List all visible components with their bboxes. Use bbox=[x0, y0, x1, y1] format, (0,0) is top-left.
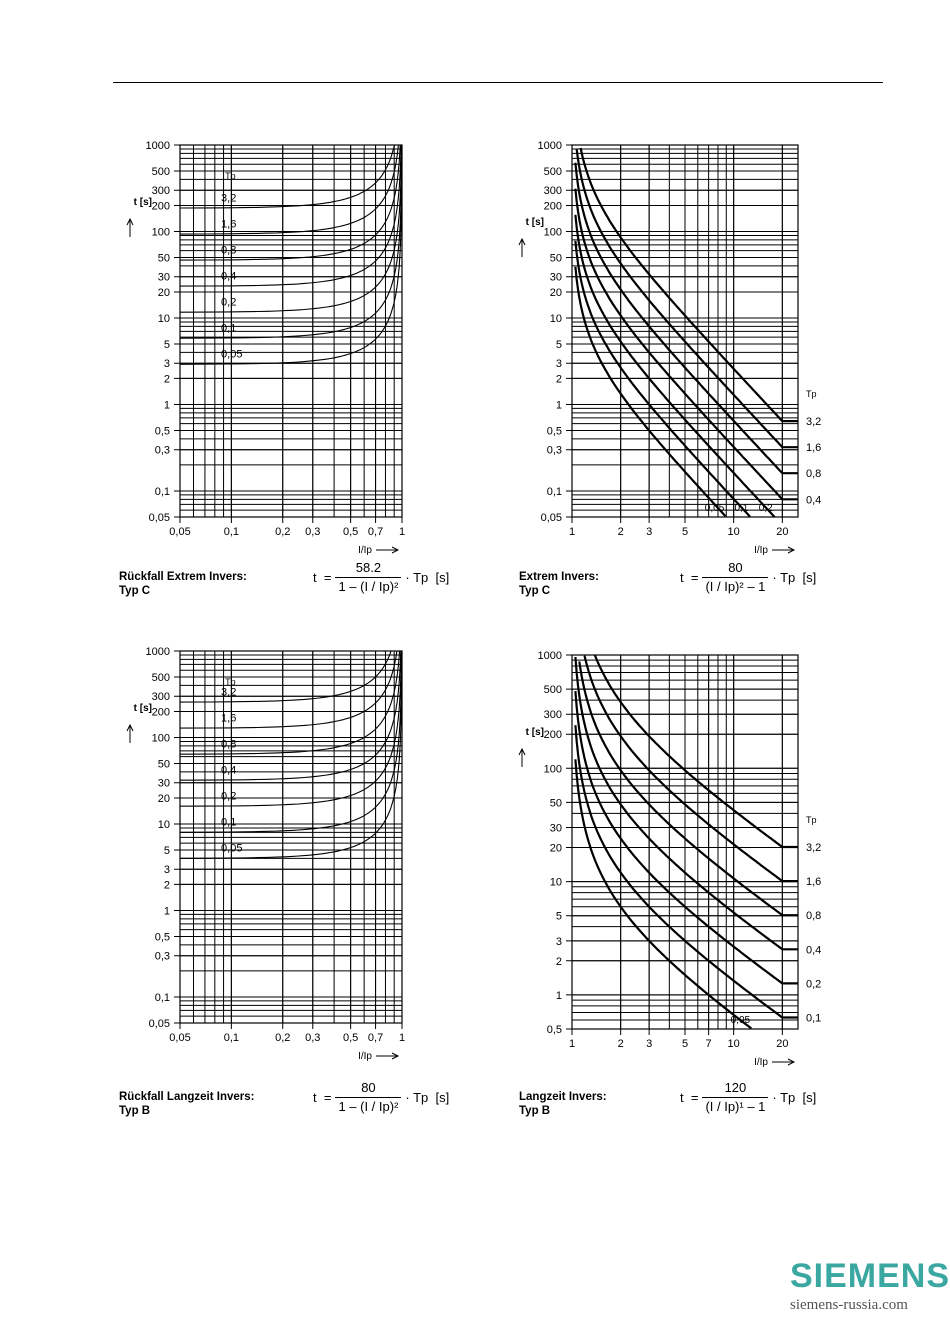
xtick-label: 0,2 bbox=[275, 1032, 291, 1044]
ytick-label: 0,05 bbox=[148, 512, 170, 524]
series-label: 0,8 bbox=[806, 910, 822, 923]
ytick-label: 10 bbox=[549, 876, 562, 889]
xtick-label: 0,05 bbox=[169, 526, 191, 538]
ytick-label: 100 bbox=[543, 226, 562, 239]
ytick-label: 200 bbox=[543, 200, 562, 213]
ytick-label: 500 bbox=[151, 166, 170, 179]
xtick-label: 0,5 bbox=[342, 526, 359, 538]
formula-fraction bbox=[335, 560, 401, 595]
series-label: 0,1 bbox=[221, 816, 237, 829]
caption-title: Langzeit Invers: bbox=[519, 1091, 607, 1103]
formula-rest: · Tp [s] bbox=[405, 1089, 450, 1105]
ytick-label: 0,3 bbox=[154, 950, 170, 963]
ytick-label: 5 bbox=[555, 910, 562, 923]
ytick-label: 3 bbox=[555, 358, 562, 371]
ytick-label: 20 bbox=[549, 842, 562, 855]
formula-rueckfall-extrem-invers bbox=[313, 560, 449, 595]
formula-lhs: t = bbox=[680, 569, 699, 585]
caption-title: Extrem Invers: bbox=[519, 571, 599, 583]
series-label: 0,05 bbox=[221, 842, 243, 855]
series-label: 0,2 bbox=[221, 790, 237, 803]
x-axis-label: I/Ip bbox=[754, 545, 768, 556]
ytick-label: 1 bbox=[555, 989, 562, 1002]
siemens-logo bbox=[790, 1256, 950, 1314]
ytick-label: 2 bbox=[555, 373, 562, 386]
series-label: 1,6 bbox=[221, 712, 237, 725]
ytick-label: 100 bbox=[151, 226, 170, 239]
ytick-label: 0,3 bbox=[546, 444, 562, 457]
xtick-label: 20 bbox=[776, 1038, 789, 1050]
chart-rueckfall-extrem-invers bbox=[100, 130, 430, 560]
caption-title: Rückfall Extrem Invers: bbox=[119, 571, 247, 583]
series-line-tp-0-2 bbox=[180, 145, 402, 312]
ytick-label: 0,05 bbox=[148, 1018, 170, 1030]
series-label: 0,1 bbox=[734, 503, 749, 514]
series-label: 0,4 bbox=[806, 494, 822, 507]
ytick-label: 300 bbox=[151, 691, 170, 704]
series-label: 3,2 bbox=[806, 416, 822, 429]
xtick-label: 0,7 bbox=[367, 526, 384, 538]
series-label: 1,6 bbox=[806, 442, 822, 455]
ytick-label: 20 bbox=[157, 286, 170, 299]
x-axis-arrow-icon bbox=[772, 547, 794, 553]
caption-subtitle: Typ B bbox=[119, 1105, 151, 1117]
formula-lhs: t = bbox=[313, 569, 332, 585]
formula-rueckfall-langzeit-invers bbox=[313, 1080, 449, 1115]
caption-extrem-invers bbox=[519, 570, 599, 598]
formula-lhs: t = bbox=[313, 1089, 332, 1105]
chart-rueckfall-langzeit-invers bbox=[100, 640, 430, 1080]
xtick-label: 0,2 bbox=[275, 526, 291, 538]
formula-rest: · Tp [s] bbox=[772, 569, 817, 585]
ytick-label: 30 bbox=[549, 271, 562, 284]
ytick-label: 50 bbox=[549, 797, 562, 810]
formula-denominator: (I / Ip)² – 1 bbox=[702, 577, 768, 595]
y-axis-arrow-icon bbox=[127, 725, 133, 743]
series-label: 0,2 bbox=[806, 978, 822, 991]
xtick-label: 7 bbox=[705, 1038, 712, 1050]
series-line-tp-3-2 bbox=[595, 655, 798, 847]
ytick-label: 0,5 bbox=[154, 931, 170, 944]
formula-rest: · Tp [s] bbox=[405, 569, 450, 585]
ytick-label: 300 bbox=[543, 185, 562, 198]
ytick-label: 10 bbox=[157, 818, 170, 831]
legend-title: Tp bbox=[806, 389, 817, 400]
series-group bbox=[180, 651, 402, 858]
ytick-label: 0,1 bbox=[546, 485, 562, 498]
chart-extrem-invers bbox=[490, 130, 830, 560]
series-label: 3,2 bbox=[221, 192, 237, 205]
legend-title: Tp bbox=[225, 677, 236, 687]
y-axis-arrow-icon bbox=[127, 219, 133, 237]
series-label: 0,2 bbox=[221, 296, 237, 309]
caption-subtitle: Typ B bbox=[519, 1105, 551, 1117]
y-axis-label: t [s] bbox=[133, 197, 152, 208]
ytick-label: 200 bbox=[151, 200, 170, 213]
formula-fraction bbox=[702, 1080, 768, 1115]
formula-extrem-invers bbox=[680, 560, 816, 595]
ytick-label: 5 bbox=[555, 339, 562, 352]
xtick-label: 5 bbox=[681, 1038, 689, 1050]
xtick-label: 1 bbox=[398, 1032, 406, 1044]
ytick-label: 5 bbox=[163, 845, 170, 858]
ytick-label: 1 bbox=[163, 399, 170, 412]
series-line-tp-0-05 bbox=[180, 165, 402, 364]
caption-title: Rückfall Langzeit Invers: bbox=[119, 1091, 255, 1103]
series-label: 3,2 bbox=[806, 841, 822, 854]
series-label: 0,4 bbox=[806, 944, 822, 957]
series-label: 3,2 bbox=[221, 686, 237, 699]
ytick-label: 200 bbox=[543, 729, 562, 742]
ytick-label: 1000 bbox=[145, 140, 170, 152]
series-line-tp-0-05 bbox=[575, 759, 751, 1028]
page-top-rule bbox=[113, 82, 883, 83]
series-group bbox=[575, 655, 798, 1028]
ytick-label: 20 bbox=[157, 792, 170, 805]
y-axis-label: t [s] bbox=[133, 703, 152, 714]
ytick-label: 1000 bbox=[537, 650, 562, 662]
ytick-label: 500 bbox=[543, 166, 562, 179]
ytick-label: 100 bbox=[151, 732, 170, 745]
logo-url: siemens-russia.com bbox=[790, 1297, 908, 1313]
xtick-label: 0,05 bbox=[169, 1032, 191, 1044]
logo-wordmark: SIEMENS bbox=[790, 1257, 950, 1295]
x-axis-arrow-icon bbox=[376, 1053, 398, 1059]
formula-fraction bbox=[335, 1080, 401, 1115]
series-line-tp-0-8 bbox=[180, 145, 400, 260]
series-line-tp-0-1 bbox=[575, 725, 798, 1017]
series-label: 0,05 bbox=[221, 348, 243, 361]
ytick-label: 200 bbox=[151, 706, 170, 719]
ytick-label: 2 bbox=[163, 879, 170, 892]
xtick-label: 0,1 bbox=[223, 1032, 240, 1044]
ytick-label: 5 bbox=[163, 339, 170, 352]
xtick-label: 0,3 bbox=[305, 1032, 321, 1044]
series-label: 0,4 bbox=[221, 270, 237, 283]
legend-title: Tp bbox=[806, 814, 817, 825]
series-label: 0,05 bbox=[730, 1015, 751, 1026]
ytick-label: 0,5 bbox=[546, 1024, 562, 1036]
formula-rest: · Tp [s] bbox=[772, 1089, 817, 1105]
ytick-label: 1000 bbox=[537, 140, 562, 152]
ytick-label: 0,1 bbox=[154, 485, 170, 498]
ytick-label: 50 bbox=[157, 252, 170, 265]
series-label: 0,8 bbox=[221, 738, 237, 751]
y-axis-arrow-icon bbox=[519, 749, 525, 767]
ytick-label: 300 bbox=[543, 709, 562, 722]
ytick-label: 30 bbox=[157, 777, 170, 790]
series-group bbox=[575, 148, 798, 517]
series-line-tp-0-05 bbox=[180, 659, 402, 858]
formula-langzeit-invers bbox=[680, 1080, 816, 1115]
formula-numerator: 58.2 bbox=[355, 560, 382, 575]
series-label: 0,4 bbox=[221, 764, 237, 777]
ytick-label: 0,5 bbox=[154, 425, 170, 438]
ytick-label: 1000 bbox=[145, 646, 170, 658]
y-axis-label: t [s] bbox=[525, 727, 544, 738]
xtick-label: 0,1 bbox=[223, 526, 240, 538]
series-label: 1,6 bbox=[221, 218, 237, 231]
ytick-label: 3 bbox=[163, 864, 170, 877]
xtick-label: 5 bbox=[681, 526, 689, 538]
ytick-label: 500 bbox=[543, 684, 562, 697]
series-line-tp-0-8 bbox=[180, 651, 400, 754]
ytick-label: 0,1 bbox=[154, 991, 170, 1004]
caption-langzeit-invers bbox=[519, 1090, 607, 1118]
ytick-label: 100 bbox=[543, 763, 562, 776]
series-line-tp-0-2 bbox=[575, 215, 774, 517]
xtick-label: 20 bbox=[776, 526, 789, 538]
x-axis-label: I/Ip bbox=[358, 1051, 372, 1062]
ytick-label: 0,05 bbox=[540, 512, 562, 524]
caption-rueckfall-extrem-invers bbox=[119, 570, 247, 598]
xtick-label: 1 bbox=[568, 1038, 576, 1050]
series-label: 0,8 bbox=[221, 244, 237, 257]
ytick-label: 500 bbox=[151, 672, 170, 685]
xtick-label: 3 bbox=[646, 526, 653, 538]
ytick-label: 3 bbox=[555, 935, 562, 948]
formula-numerator: 80 bbox=[728, 560, 743, 575]
series-label: 0,05 bbox=[704, 503, 725, 514]
xtick-label: 3 bbox=[646, 1038, 653, 1050]
ytick-label: 30 bbox=[157, 271, 170, 284]
series-line-tp-3-2 bbox=[180, 145, 395, 208]
xtick-label: 10 bbox=[727, 1038, 740, 1050]
x-axis-arrow-icon bbox=[376, 547, 398, 553]
xtick-label: 1 bbox=[398, 526, 406, 538]
x-axis-label: I/Ip bbox=[754, 1057, 768, 1068]
series-label: 0,8 bbox=[806, 468, 822, 481]
xtick-label: 2 bbox=[617, 1038, 624, 1050]
caption-subtitle: Typ C bbox=[119, 585, 151, 597]
formula-fraction bbox=[702, 560, 768, 595]
caption-rueckfall-langzeit-invers bbox=[119, 1090, 254, 1118]
xtick-label: 10 bbox=[727, 526, 740, 538]
series-line-tp-3-2 bbox=[581, 148, 798, 421]
xtick-label: 0,5 bbox=[342, 1032, 359, 1044]
ytick-label: 20 bbox=[549, 286, 562, 299]
xtick-label: 0,7 bbox=[367, 1032, 384, 1044]
formula-denominator: (I / Ip)¹ – 1 bbox=[702, 1097, 768, 1115]
xtick-label: 1 bbox=[568, 526, 576, 538]
ytick-label: 10 bbox=[549, 312, 562, 325]
ytick-label: 30 bbox=[549, 822, 562, 835]
chart-langzeit-invers bbox=[490, 640, 830, 1080]
ytick-label: 10 bbox=[157, 312, 170, 325]
ytick-label: 1 bbox=[163, 905, 170, 918]
ytick-label: 50 bbox=[157, 758, 170, 771]
formula-lhs: t = bbox=[680, 1089, 699, 1105]
ytick-label: 1 bbox=[555, 399, 562, 412]
formula-denominator: 1 – (I / Ip)² bbox=[335, 577, 401, 595]
series-label: 0,1 bbox=[806, 1012, 822, 1025]
series-label: 1,6 bbox=[806, 876, 822, 889]
series-label: 0,1 bbox=[221, 322, 237, 335]
xtick-label: 2 bbox=[617, 526, 624, 538]
legend-title: Tp bbox=[225, 171, 236, 181]
series-line-tp-0-1 bbox=[180, 145, 402, 338]
xtick-label: 0,3 bbox=[305, 526, 321, 538]
y-axis-arrow-icon bbox=[519, 239, 525, 257]
ytick-label: 2 bbox=[555, 955, 562, 968]
formula-numerator: 120 bbox=[724, 1080, 747, 1095]
series-line-tp-0-2 bbox=[575, 691, 798, 983]
ytick-label: 0,3 bbox=[154, 444, 170, 457]
y-axis-label: t [s] bbox=[525, 217, 544, 228]
x-axis-label: I/Ip bbox=[358, 545, 372, 556]
series-label: 0,2 bbox=[758, 503, 773, 514]
series-line-tp-0-4 bbox=[575, 657, 798, 949]
formula-numerator: 80 bbox=[361, 1080, 376, 1095]
ytick-label: 2 bbox=[163, 373, 170, 386]
ytick-label: 0,5 bbox=[546, 425, 562, 438]
formula-denominator: 1 – (I / Ip)² bbox=[335, 1097, 401, 1115]
x-axis-arrow-icon bbox=[772, 1059, 794, 1065]
ytick-label: 3 bbox=[163, 358, 170, 371]
ytick-label: 300 bbox=[151, 185, 170, 198]
ytick-label: 50 bbox=[549, 252, 562, 265]
caption-subtitle: Typ C bbox=[519, 585, 551, 597]
